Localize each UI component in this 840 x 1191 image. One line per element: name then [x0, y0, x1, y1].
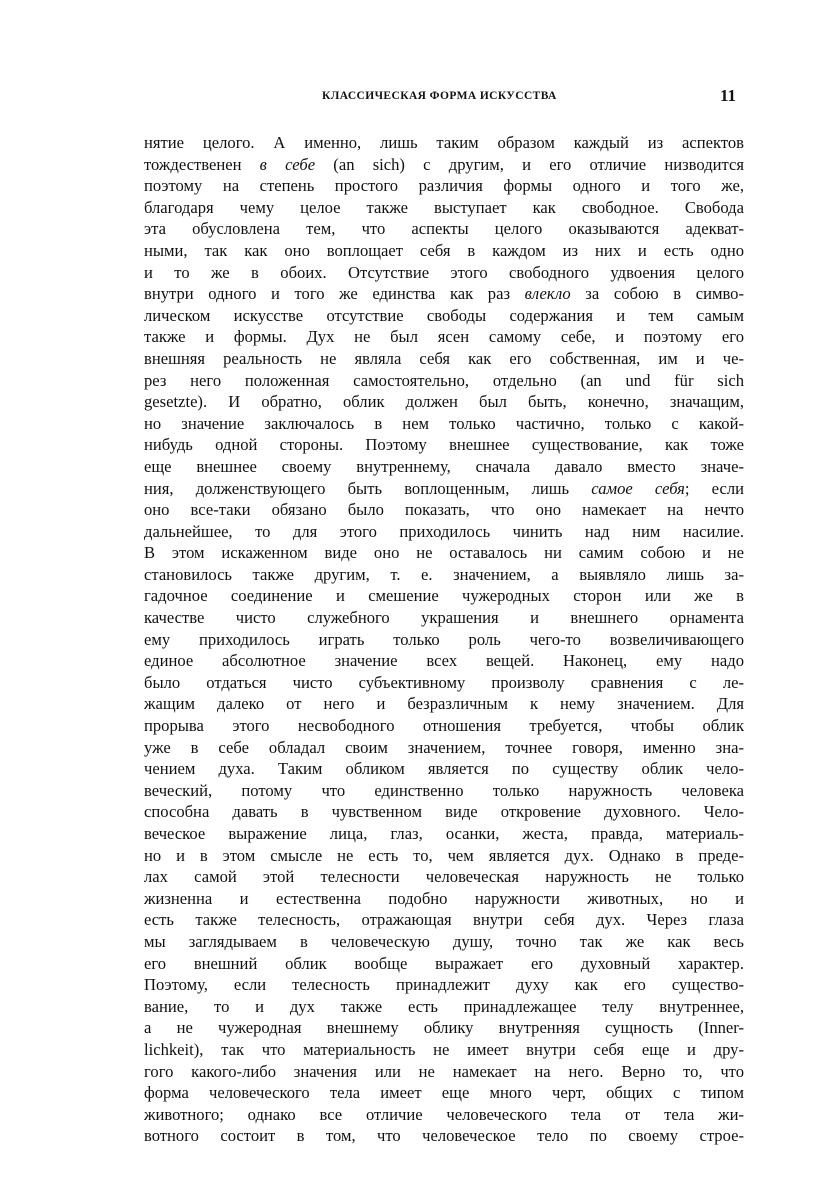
text-line: способна давать в чувственном виде откровение духовного. Чело-: [144, 802, 744, 822]
text-line: его внешний облик вообще выражает его духовный характер.: [144, 953, 744, 973]
running-title: КЛАССИЧЕСКАЯ ФОРМА ИСКУССТВА: [322, 90, 557, 102]
text-line: также и формы. Дух не был ясен самому себе, и поэтому его: [144, 327, 744, 347]
body-text: [144, 132, 744, 1147]
emphasized-text: влекло: [524, 284, 571, 304]
running-head: [144, 86, 744, 110]
text-line: чением духа. Таким обликом является по существу облик чело-: [144, 759, 744, 779]
text-line: жизненна и естественна подобно наружности животных, но и: [144, 888, 744, 908]
text-line: lichkeit), так что материальность не имеет внутри себя еще и дру-: [144, 1039, 744, 1059]
text-line: эта обусловлена тем, что аспекты целого оказываются адекват-: [144, 219, 744, 239]
text-line: лах самой этой телесности человеческая наружность не только: [144, 867, 744, 887]
emphasized-text: в себе: [259, 154, 316, 174]
text-line: вотного состоит в том, что человеческое тело по своему строе-: [144, 1126, 744, 1146]
text-line: нибудь одной стороны. Поэтому внешнее существование, как тоже: [144, 435, 744, 455]
text-line: внутри одного и того же единства как раз влекло за собою в симво-: [144, 284, 744, 304]
text-line: ния, долженствующего быть воплощенным, лишь самое себя; если: [144, 478, 744, 498]
text-line: еще внешнее своему внутреннему, сначала давало вместо значе-: [144, 456, 744, 476]
text-line: гого какого-либо значения или не намекает на него. Верно то, что: [144, 1061, 744, 1081]
text-line: и то же в обоих. Отсутствие этого свободного удвоения целого: [144, 262, 744, 282]
page-number: 11: [719, 86, 736, 105]
text-line: дальнейшее, то для этого приходилось чинить над ним насилие.: [144, 521, 744, 541]
text-line: но значение заключалось в нем только частично, только с какой-: [144, 413, 744, 433]
text-line: Поэтому, если телесность принадлежит духу как его существо-: [144, 975, 744, 995]
text-line: мы заглядываем в человеческую душу, точно так же как весь: [144, 931, 744, 951]
text-line: уже в себе обладал своим значением, точнее говоря, именно зна-: [144, 737, 744, 757]
text-line: гадочное соединение и смешение чужеродных сторон или же в: [144, 586, 744, 606]
text-line: ему приходилось играть только роль чего-то возвеличивающего: [144, 629, 744, 649]
text-line: есть также телесность, отражающая внутри себя дух. Через глаза: [144, 910, 744, 930]
text-line: рез него положенная самостоятельно, отдельно (an und für sich: [144, 370, 744, 390]
text-line: оно все-таки обязано было показать, что оно намекает на нечто: [144, 500, 744, 520]
text-line: вание, то и дух также есть принадлежащее телу внутреннее,: [144, 996, 744, 1016]
text-line: форма человеческого тела имеет еще много черт, общих с типом: [144, 1083, 744, 1103]
text-line: поэтому на степень простого различия формы одного и того же,: [144, 176, 744, 196]
text-line: внешняя реальность не являла себя как его собственная, им и че-: [144, 348, 744, 368]
text-line: нятие целого. А именно, лишь таким образом каждый из аспектов: [144, 133, 744, 152]
text-line: животного; однако все отличие человеческого тела от тела жи-: [144, 1104, 744, 1124]
text-line: веческий, потому что единственно только наружность человека: [144, 780, 744, 800]
text-line: веческое выражение лица, глаз, осанки, жеста, правда, материаль-: [144, 824, 744, 843]
text-line: было отдаться чисто субъективному произволу сравнения с ле-: [144, 672, 744, 692]
text-line: но и в этом смысле не есть то, чем является дух. Однако в преде-: [144, 845, 744, 865]
emphasized-text: самое себя: [591, 478, 685, 498]
book-page: [144, 86, 744, 1146]
text-line: лическом искусстве отсутствие свободы содержания и тем самым: [144, 305, 744, 325]
text-line: тождественен в себе (an sich) с другим, и его отличие низводится: [144, 154, 744, 174]
text-line: качестве чисто служебного украшения и внешнего орнамента: [144, 608, 744, 628]
text-line: ными, так как оно воплощает себя в каждом из них и есть одно: [144, 240, 744, 260]
text-line: жащим далеко от него и безразличным к нему значением. Для: [144, 694, 744, 714]
text-line: прорыва этого несвободного отношения требуется, чтобы облик: [144, 716, 744, 736]
text-line: становилось также другим, т. е. значением, а выявляло лишь за-: [144, 564, 744, 584]
text-line: единое абсолютное значение всех вещей. Наконец, ему надо: [144, 651, 744, 671]
text-line: а не чужеродная внешнему облику внутренняя сущность (Inner-: [144, 1018, 744, 1038]
text-line: gesetzte). И обратно, облик должен был быть, конечно, значащим,: [144, 392, 744, 412]
text-line: В этом искаженном виде оно не оставалось ни самим собою и не: [144, 543, 744, 563]
text-line: благодаря чему целое также выступает как свободное. Свобода: [144, 197, 744, 217]
